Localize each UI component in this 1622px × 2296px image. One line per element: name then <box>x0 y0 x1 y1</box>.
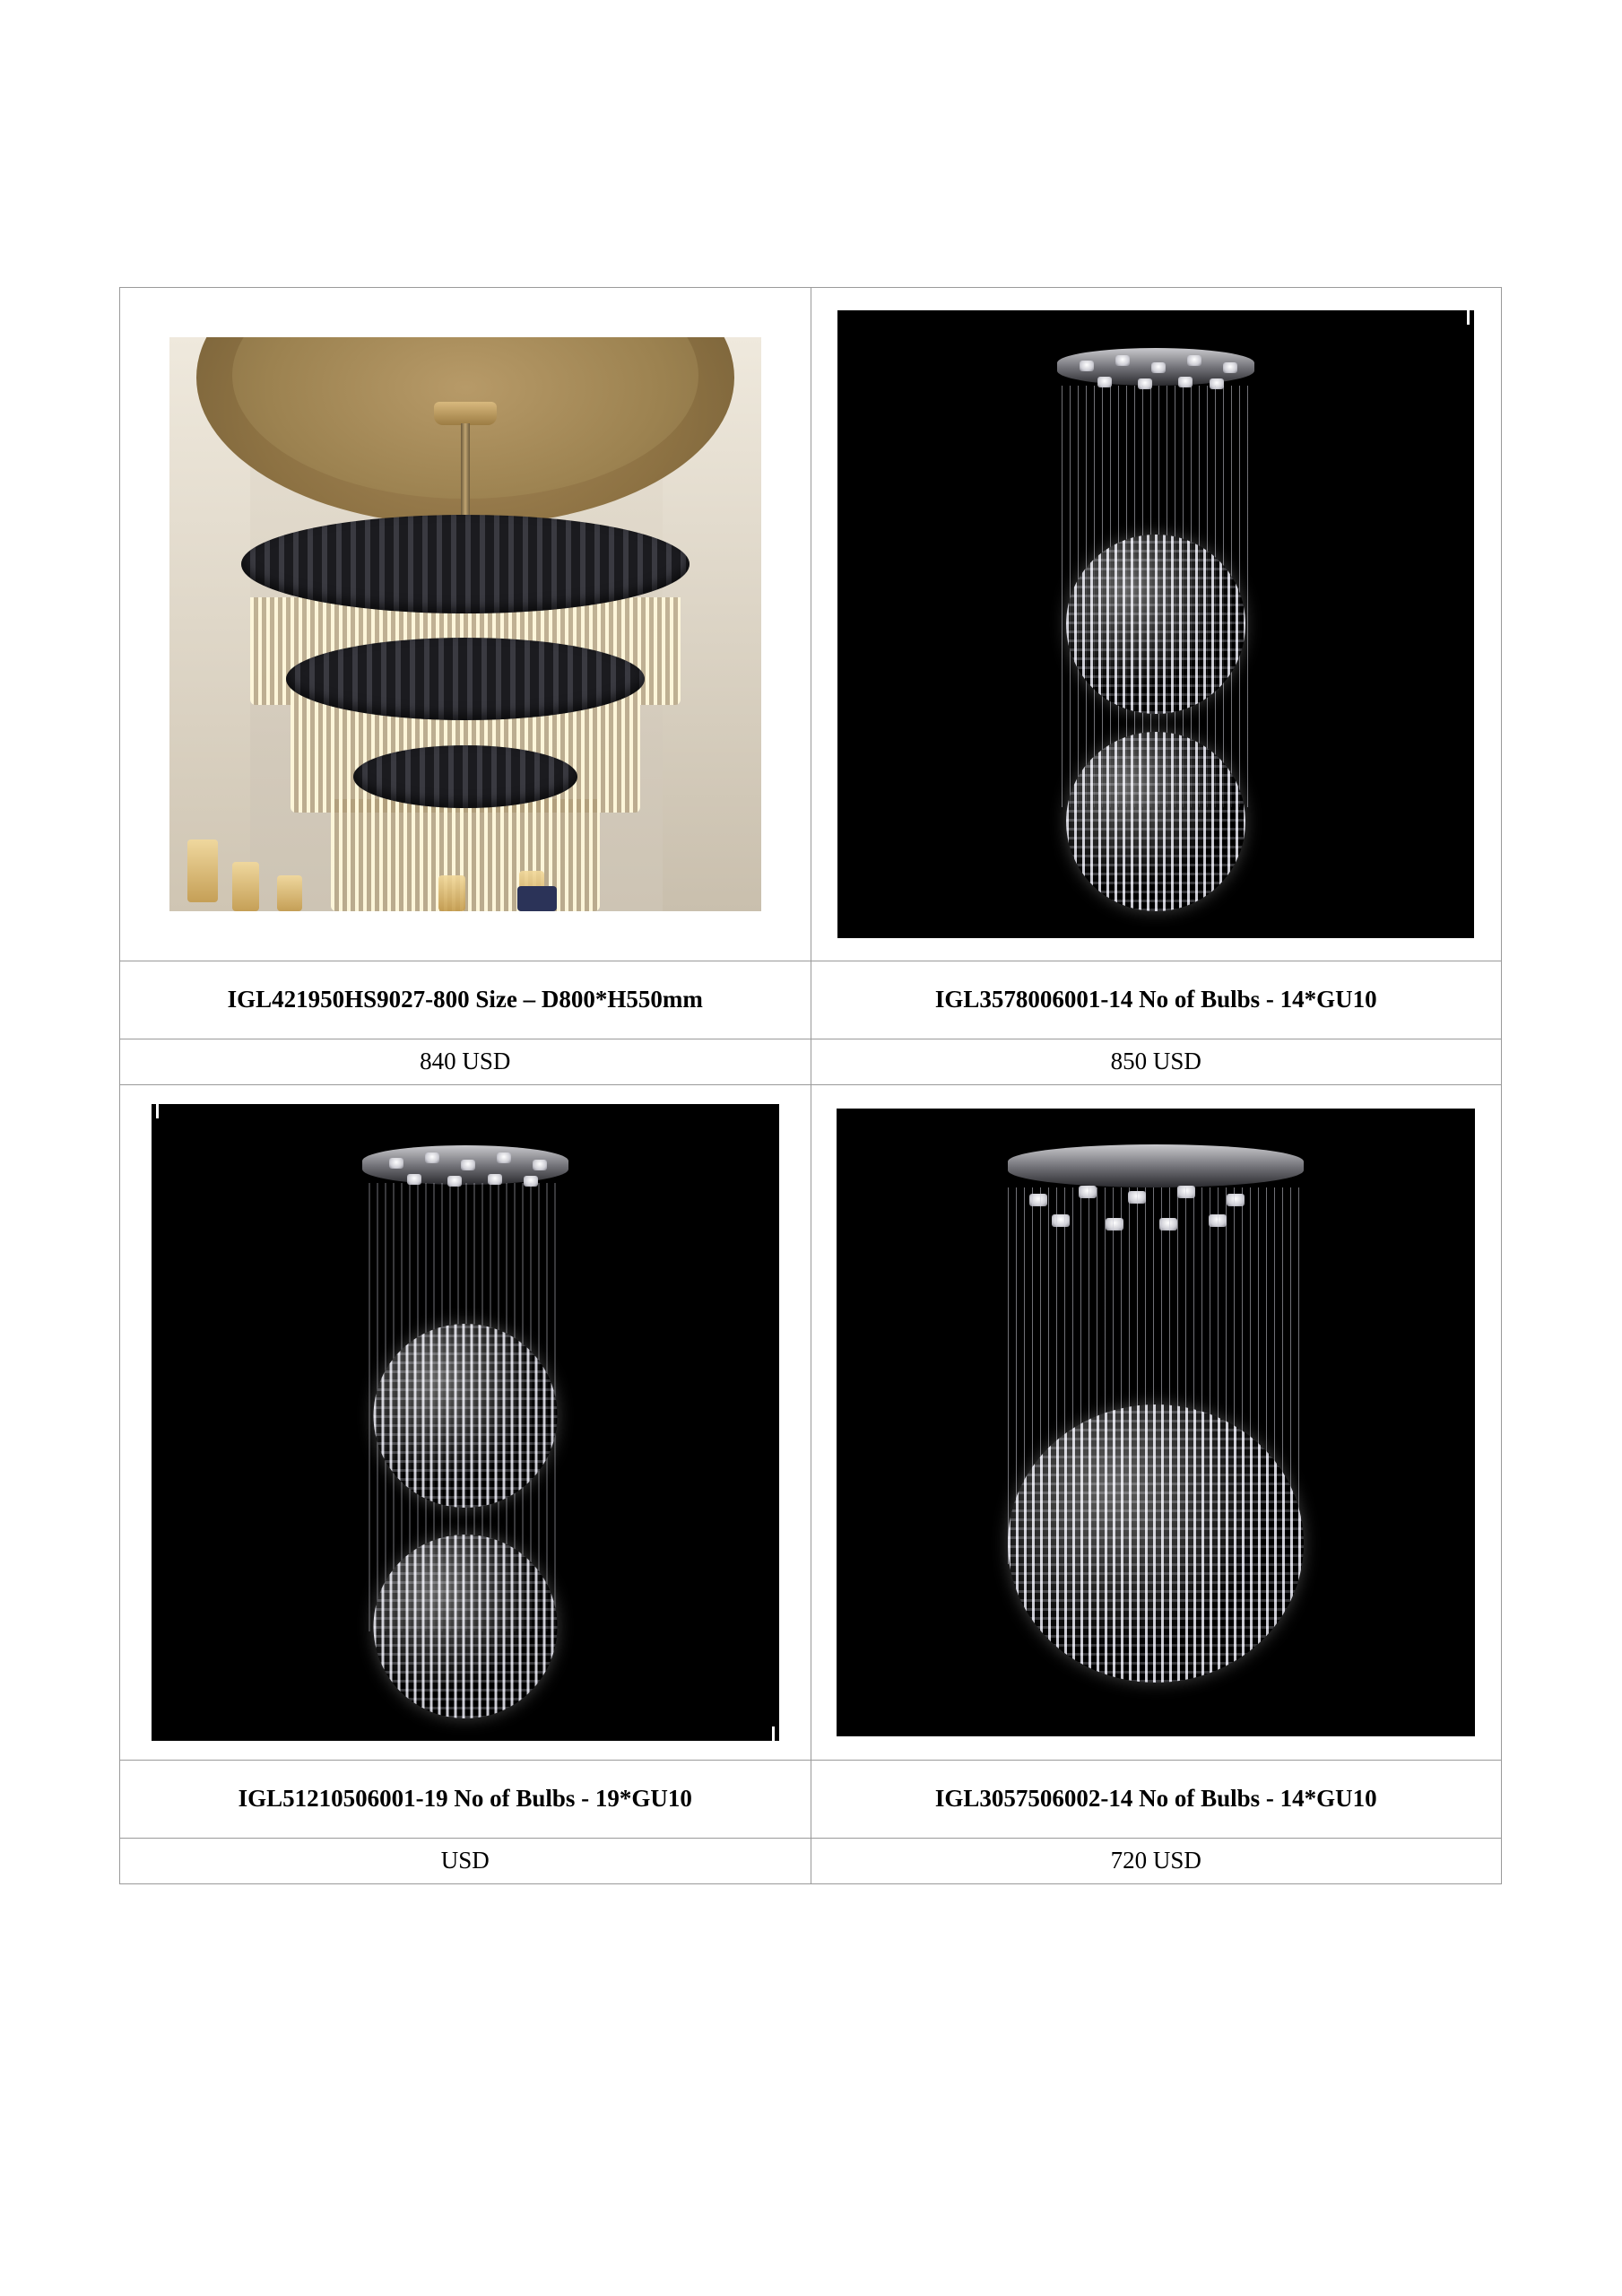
room-lamp-2 <box>232 862 259 911</box>
gu10-bulb <box>1115 355 1130 366</box>
product-image-3 <box>120 1085 811 1760</box>
product-catalog-table <box>119 287 1502 1884</box>
canopy <box>434 402 497 425</box>
chandelier-ring-2 <box>286 638 645 720</box>
product-image-1 <box>120 288 811 961</box>
crystal-sphere-upper <box>373 1324 557 1508</box>
gu10-bulb <box>389 1158 403 1169</box>
gu10-bulb <box>461 1160 475 1170</box>
room-object-blue <box>517 886 557 911</box>
gu10-bulb <box>1223 362 1237 373</box>
product-image-2 <box>811 288 1502 961</box>
chandelier-photo-dome <box>837 1109 1475 1736</box>
gu10-bulb <box>1187 355 1201 366</box>
chandelier-photo-cylinder-a <box>837 310 1474 938</box>
product-price-1: 840 USD <box>120 1039 811 1085</box>
crystal-sphere-lower <box>373 1535 557 1718</box>
suspension-rod <box>461 423 470 522</box>
chandelier-ring-3 <box>353 745 577 808</box>
product-price-4: 720 USD <box>811 1839 1502 1884</box>
table-row <box>120 1761 1502 1839</box>
product-name-3: IGL51210506001-19 No of Bulbs - 19*GU10 <box>120 1761 811 1839</box>
table-row <box>120 1039 1502 1085</box>
photo-edge-mark <box>156 1104 159 1118</box>
product-image-cell-4 <box>811 1085 1502 1761</box>
chandelier-photo-tiered <box>169 337 761 911</box>
gu10-bulb <box>533 1160 547 1170</box>
gu10-bulb <box>497 1152 511 1163</box>
table-row <box>120 288 1502 961</box>
table-row <box>120 961 1502 1039</box>
crystal-curtain-3 <box>331 799 600 911</box>
product-image-cell-3 <box>120 1085 811 1761</box>
gu10-bulb <box>425 1152 439 1163</box>
gu10-bulb <box>1080 361 1094 371</box>
gu10-bulb <box>1151 362 1166 373</box>
product-name-4: IGL3057506002-14 No of Bulbs - 14*GU10 <box>811 1761 1502 1839</box>
canopy <box>1008 1144 1304 1187</box>
photo-edge-mark <box>772 1726 775 1741</box>
product-image-cell-1 <box>120 288 811 961</box>
chandelier-photo-cylinder-b <box>152 1104 779 1741</box>
product-name-1: IGL421950HS9027-800 Size – D800*H550mm <box>120 961 811 1039</box>
room-lamp-4 <box>438 875 465 911</box>
product-image-cell-2 <box>811 288 1502 961</box>
table-row <box>120 1085 1502 1761</box>
crystal-sphere-upper <box>1066 535 1245 714</box>
room-lamp-3 <box>277 875 302 911</box>
product-price-3: USD <box>120 1839 811 1884</box>
product-name-2: IGL3578006001-14 No of Bulbs - 14*GU10 <box>811 961 1502 1039</box>
product-price-2: 850 USD <box>811 1039 1502 1085</box>
table-row <box>120 1839 1502 1884</box>
room-lamp-1 <box>187 839 218 902</box>
product-image-4 <box>811 1085 1502 1760</box>
chandelier-ring-1 <box>241 515 690 613</box>
crystal-sphere-main <box>1008 1405 1304 1683</box>
crystal-sphere-lower <box>1066 732 1245 911</box>
photo-edge-mark <box>1467 310 1470 325</box>
